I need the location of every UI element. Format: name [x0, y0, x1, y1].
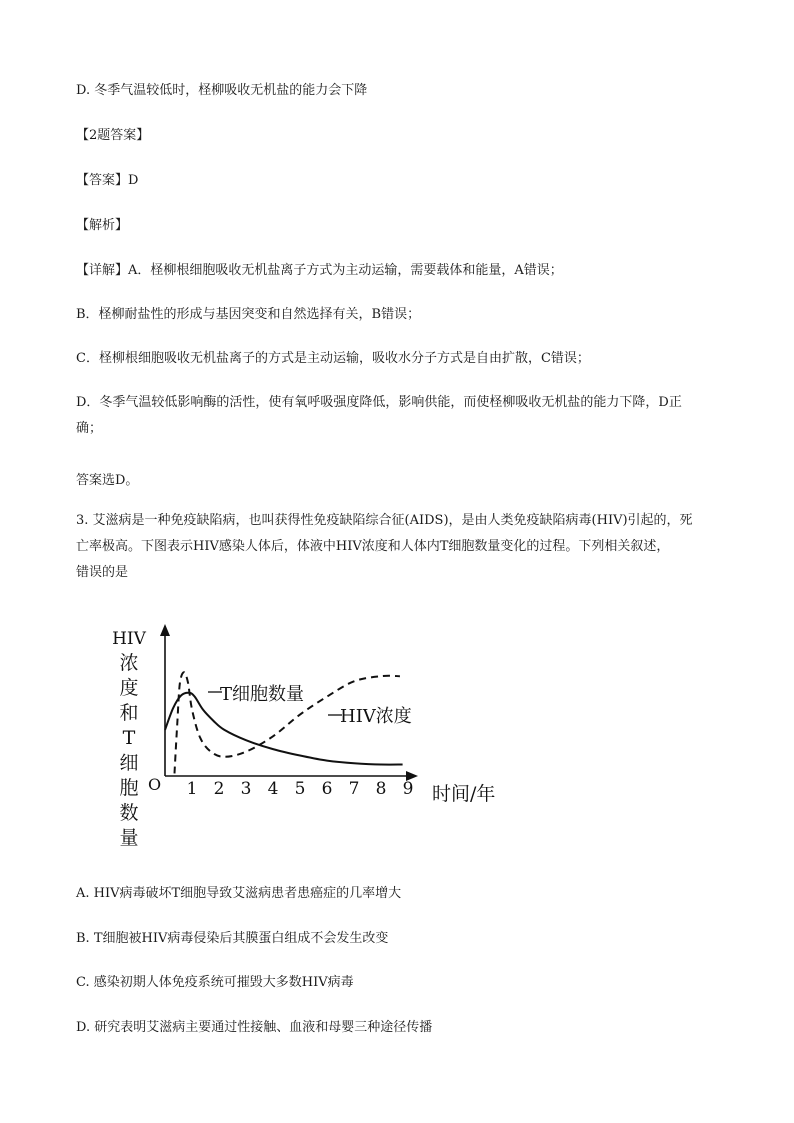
origin-label: O: [148, 775, 162, 794]
t-cell-series-label: T细胞数量: [220, 684, 305, 705]
y-label-char: 胞: [119, 777, 139, 799]
option-d[interactable]: D. 研究表明艾滋病主要通过性接触、血液和母婴三种途径传播: [76, 1020, 433, 1035]
x-tick-label: 4: [267, 779, 279, 799]
y-label-char: 细: [119, 752, 139, 774]
y-axis-label: [112, 629, 147, 849]
hiv-tcell-chart: [112, 618, 532, 868]
x-axis-label: 时间/年: [432, 783, 496, 805]
x-tick-label: 9: [402, 779, 414, 799]
y-label-char: 数: [119, 802, 139, 824]
detail-d: [76, 390, 716, 442]
x-tick-label: 3: [240, 779, 252, 799]
detail-d-line-1: D．冬季气温较低影响酶的活性，使有氧呼吸强度降低，影响供能，而使柽柳吸收无机盐的能力下降，D正: [76, 395, 682, 410]
x-tick-label: 2: [213, 779, 225, 799]
option-c[interactable]: C. 感染初期人体免疫系统可摧毁大多数HIV病毒: [76, 975, 354, 990]
x-tick-label: 1: [186, 779, 198, 799]
x-tick-label: 8: [375, 779, 387, 799]
option-d-previous: D. 冬季气温较低时，柽柳吸收无机盐的能力会下降: [76, 83, 368, 98]
x-tick-label: 5: [294, 779, 306, 799]
y-label-char: T: [122, 727, 136, 749]
question-3-stem-line-3: 错误的是: [76, 565, 129, 580]
x-tick-labels: [187, 779, 414, 799]
answer-header: 【2题答案】: [76, 128, 150, 143]
option-a[interactable]: A. HIV病毒破坏T细胞导致艾滋病患者患癌症的几率增大: [76, 886, 402, 901]
detail-d-line-2: 确；: [76, 421, 103, 436]
answer-line: 【答案】D: [76, 173, 139, 188]
x-tick-label: 6: [321, 779, 333, 799]
x-tick-label: 7: [348, 779, 360, 799]
question-3-stem-line-2: 亡率极高。下图表示HIV感染人体后，体液中HIV浓度和人体内T细胞数量变化的过程。下列相关叙述，: [76, 539, 670, 554]
y-label-char: 浓: [119, 652, 139, 674]
y-label-char: 和: [119, 702, 139, 724]
option-b[interactable]: B. T细胞被HIV病毒侵染后其膜蛋白组成不会发生改变: [76, 931, 389, 946]
final-answer: 答案选D。: [76, 473, 139, 488]
y-label-char: 度: [119, 677, 139, 699]
detail-b: B．柽柳耐盐性的形成与基因突变和自然选择有关，B错误；: [76, 307, 421, 322]
y-label-char: 量: [119, 827, 139, 849]
analysis-header: 【解析】: [76, 218, 129, 233]
detail-c: C．柽柳根细胞吸收无机盐离子的方式是主动运输，吸收水分子方式是自由扩散，C错误；: [76, 351, 590, 366]
detail-a: 【详解】A．柽柳根细胞吸收无机盐离子方式为主动运输，需要载体和能量，A错误；: [76, 263, 563, 278]
question-3-stem: [76, 508, 716, 586]
hiv-series-label: HIV浓度: [340, 706, 412, 727]
question-3-stem-line-1: 3. 艾滋病是一种免疫缺陷病，也叫获得性免疫缺陷综合征(AIDS)，是由人类免疫缺陷病毒(HIV)引起的，死: [76, 513, 693, 528]
y-axis-arrow: [160, 624, 170, 636]
y-label-char: HIV: [112, 629, 146, 649]
